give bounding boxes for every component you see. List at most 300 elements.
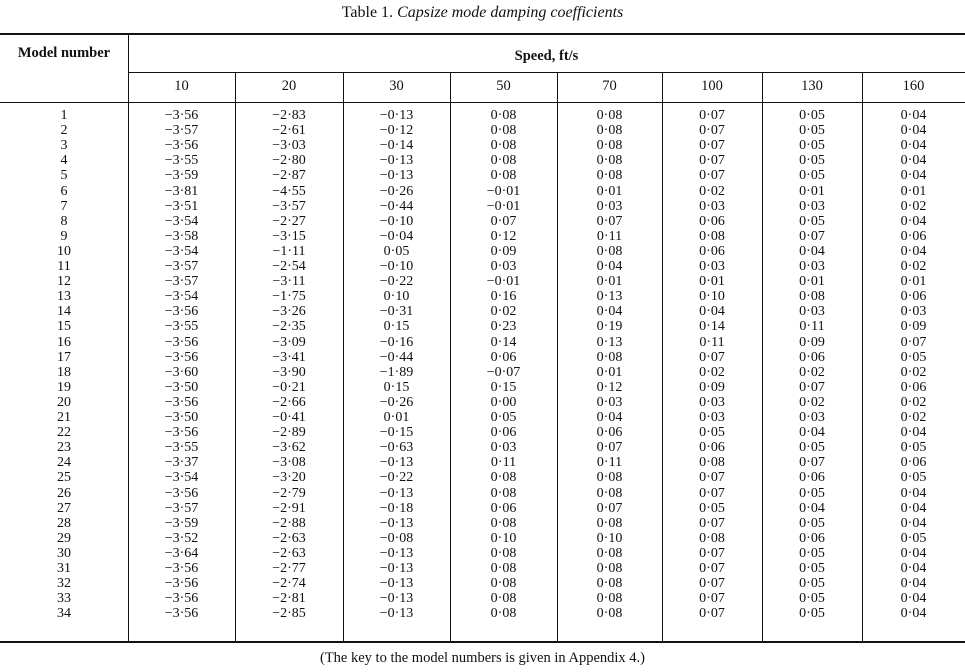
table-row	[0, 455, 965, 470]
coefficient-cell: 0·05	[490, 410, 517, 425]
table-row	[0, 576, 965, 591]
coefficient-cell: 0·16	[490, 289, 517, 305]
table-footnote: (The key to the model numbers is given in Appendix 4.)	[320, 650, 645, 666]
coefficient-cell: −3·57	[164, 274, 199, 290]
coefficient-cell: 0·08	[596, 168, 623, 184]
coefficient-cell: −3·37	[164, 455, 199, 471]
coefficient-cell: −0·01	[486, 183, 521, 199]
coefficient-cell: −3·57	[164, 259, 199, 274]
coefficient-cell: 0·07	[699, 168, 725, 184]
coefficient-cell: −3·57	[164, 123, 199, 139]
coefficient-cell: 0·11	[699, 334, 725, 350]
coefficient-cell: −3·58	[164, 228, 199, 244]
speed-column-header: 70	[602, 78, 617, 94]
coefficient-cell: −3·57	[164, 500, 199, 516]
coefficient-cell: −3·20	[272, 470, 306, 486]
coefficient-cell: −0·13	[379, 153, 414, 169]
coefficient-cell: 0·07	[900, 334, 927, 350]
coefficient-cell: 0·03	[490, 440, 517, 456]
model-number-cell: 8	[60, 213, 68, 229]
coefficient-cell: 0·07	[699, 485, 725, 501]
coefficient-cell: −0·41	[272, 410, 306, 425]
table-row	[0, 289, 965, 304]
coefficient-cell: 0·15	[383, 379, 410, 395]
coefficient-cell: 0·08	[596, 515, 623, 531]
coefficient-cell: −0·44	[379, 349, 414, 365]
coefficient-cell: 0·06	[490, 425, 517, 441]
model-number-cell: 14	[57, 304, 71, 320]
coefficient-cell: 0·07	[699, 108, 725, 123]
speed-column-header: 10	[174, 78, 189, 94]
coefficient-cell: 0·03	[596, 198, 623, 214]
model-number-cell: 23	[57, 440, 71, 456]
coefficient-cell: 0·01	[383, 410, 410, 425]
coefficient-cell: 0·01	[596, 274, 623, 290]
coefficient-cell: 0·07	[699, 123, 725, 139]
model-number-cell: 27	[57, 500, 71, 516]
model-number-cell: 12	[57, 274, 71, 290]
coefficient-cell: 0·04	[900, 576, 927, 592]
coefficient-cell: −3·81	[164, 183, 199, 199]
coefficient-cell: 0·06	[799, 530, 825, 546]
coefficient-cell: 0·06	[799, 349, 825, 365]
coefficient-cell: 0·01	[799, 183, 825, 199]
table-row	[0, 244, 965, 259]
coefficient-cell: 0·08	[490, 153, 517, 169]
coefficient-cell: 0·08	[490, 470, 517, 486]
coefficient-cell: 0·05	[900, 440, 927, 456]
coefficient-cell: 0·03	[799, 304, 825, 320]
coefficient-cell: −0·13	[379, 561, 414, 576]
coefficient-cell: 0·07	[699, 561, 725, 576]
coefficient-cell: 0·08	[699, 228, 725, 244]
coefficient-cell: 0·04	[900, 591, 927, 607]
table-row	[0, 516, 965, 531]
coefficient-cell: −3·52	[164, 530, 199, 546]
coefficient-cell: 0·03	[799, 198, 825, 214]
coefficient-cell: 0·04	[596, 304, 623, 320]
header-rule	[0, 102, 965, 103]
coefficient-cell: 0·06	[900, 228, 927, 244]
coefficient-cell: 0·08	[596, 485, 623, 501]
coefficient-cell: −3·50	[164, 410, 199, 425]
coefficient-cell: 0·08	[596, 123, 623, 139]
coefficient-cell: −3·54	[164, 289, 199, 305]
coefficient-cell: 0·07	[699, 153, 725, 169]
table-row	[0, 470, 965, 485]
coefficient-cell: 0·01	[699, 274, 725, 290]
coefficient-cell: −2·80	[272, 153, 306, 169]
coefficient-cell: −0·18	[379, 500, 414, 516]
coefficient-cell: 0·04	[900, 545, 927, 561]
coefficient-cell: −2·85	[272, 606, 306, 622]
coefficient-cell: −0·13	[379, 168, 414, 184]
model-number-cell: 4	[60, 153, 68, 169]
model-number-cell: 26	[57, 485, 71, 501]
coefficient-cell: 0·07	[699, 515, 725, 531]
coefficient-cell: 0·05	[900, 349, 927, 365]
coefficient-cell: 0·06	[490, 500, 517, 516]
model-number-cell: 33	[57, 591, 71, 607]
coefficient-cell: −3·56	[164, 304, 199, 320]
table-row	[0, 531, 965, 546]
coefficient-cell: 0·13	[596, 289, 623, 305]
coefficient-cell: 0·03	[699, 410, 725, 425]
speed-header-label: Speed, ft/s	[514, 48, 579, 64]
coefficient-cell: 0·03	[799, 410, 825, 425]
coefficient-cell: 0·06	[699, 213, 725, 229]
coefficient-cell: 0·04	[900, 425, 927, 441]
model-number-cell: 13	[57, 289, 71, 305]
model-number-cell: 1	[60, 108, 68, 123]
coefficient-cell: −3·55	[164, 153, 199, 169]
coefficient-cell: 0·06	[596, 425, 623, 441]
coefficient-cell: −2·54	[272, 259, 306, 274]
coefficient-cell: −3·56	[164, 576, 199, 592]
coefficient-cell: 0·08	[490, 485, 517, 501]
coefficient-cell: 0·12	[596, 379, 623, 395]
coefficient-cell: 0·07	[596, 440, 623, 456]
table-row	[0, 365, 965, 380]
coefficient-cell: 0·05	[799, 213, 825, 229]
model-number-cell: 30	[57, 545, 71, 561]
speed-column-header: 30	[389, 78, 404, 94]
coefficient-cell: 0·05	[799, 153, 825, 169]
coefficient-cell: 0·04	[900, 168, 927, 184]
coefficient-cell: 0·09	[699, 379, 725, 395]
coefficient-cell: −2·66	[272, 394, 306, 410]
table-row	[0, 380, 965, 395]
model-number-cell: 31	[57, 561, 71, 576]
coefficient-cell: 0·08	[490, 138, 517, 154]
coefficient-cell: 0·02	[900, 394, 927, 410]
coefficient-cell: 0·07	[699, 138, 725, 154]
coefficient-cell: 0·08	[490, 168, 517, 184]
coefficient-cell: 0·08	[596, 591, 623, 607]
coefficient-cell: 0·04	[900, 485, 927, 501]
coefficient-cell: 0·09	[490, 243, 517, 259]
coefficient-cell: 0·05	[799, 138, 825, 154]
coefficient-cell: 0·08	[490, 576, 517, 592]
coefficient-cell: −3·59	[164, 515, 199, 531]
coefficient-cell: 0·04	[900, 561, 927, 576]
caption-title: Capsize mode damping coefficients	[397, 4, 624, 21]
model-number-cell: 10	[57, 243, 71, 259]
coefficient-cell: −3·56	[164, 138, 199, 154]
coefficient-cell: −2·77	[272, 561, 306, 576]
coefficient-cell: −0·12	[379, 123, 414, 139]
table-row	[0, 350, 965, 365]
coefficient-cell: −0·21	[272, 379, 306, 395]
model-number-cell: 34	[57, 606, 71, 622]
coefficient-cell: 0·02	[799, 394, 825, 410]
coefficient-cell: −3·90	[272, 364, 306, 380]
coefficient-cell: 0·08	[596, 349, 623, 365]
coefficient-cell: 0·04	[900, 515, 927, 531]
coefficient-cell: 0·05	[900, 470, 927, 486]
coefficient-cell: 0·08	[699, 530, 725, 546]
coefficient-cell: 0·02	[900, 410, 927, 425]
model-number-cell: 15	[57, 319, 71, 335]
speed-column-header: 50	[496, 78, 511, 94]
coefficient-cell: −2·61	[272, 123, 306, 139]
coefficient-cell: −0·04	[379, 228, 414, 244]
coefficient-cell: −3·54	[164, 243, 199, 259]
coefficient-cell: 0·11	[596, 228, 623, 244]
table-row	[0, 108, 965, 123]
coefficient-cell: 0·08	[490, 591, 517, 607]
model-number-cell: 25	[57, 470, 71, 486]
coefficient-cell: −0·26	[379, 394, 414, 410]
table-row	[0, 335, 965, 350]
table-row	[0, 184, 965, 199]
coefficient-cell: −3·55	[164, 440, 199, 456]
coefficient-cell: −3·56	[164, 485, 199, 501]
table-row	[0, 274, 965, 289]
coefficient-cell: −2·79	[272, 485, 306, 501]
table-row	[0, 153, 965, 168]
coefficient-cell: −3·03	[272, 138, 306, 154]
coefficient-cell: −3·56	[164, 108, 199, 123]
coefficient-cell: −3·56	[164, 394, 199, 410]
top-rule	[0, 33, 965, 35]
coefficient-cell: 0·10	[490, 530, 517, 546]
coefficient-cell: −3·56	[164, 606, 199, 622]
coefficient-cell: 0·04	[900, 138, 927, 154]
coefficient-cell: 0·08	[490, 545, 517, 561]
table-row	[0, 501, 965, 516]
coefficient-cell: 0·05	[900, 530, 927, 546]
coefficient-cell: −0·14	[379, 138, 414, 154]
coefficient-cell: 0·07	[699, 470, 725, 486]
coefficient-cell: −3·50	[164, 379, 199, 395]
coefficient-cell: −0·10	[379, 213, 414, 229]
coefficient-cell: −0·13	[379, 576, 414, 592]
model-number-cell: 29	[57, 530, 71, 546]
coefficient-cell: 0·06	[900, 455, 927, 471]
coefficient-cell: −0·16	[379, 334, 414, 350]
coefficient-cell: 0·10	[699, 289, 725, 305]
coefficient-cell: 0·08	[490, 606, 517, 622]
coefficient-cell: 0·07	[699, 545, 725, 561]
coefficient-cell: 0·23	[490, 319, 517, 335]
coefficient-cell: −2·89	[272, 425, 306, 441]
coefficient-cell: −3·54	[164, 213, 199, 229]
coefficient-cell: −0·31	[379, 304, 414, 320]
coefficient-cell: 0·03	[900, 304, 927, 320]
table-row	[0, 304, 965, 319]
coefficient-cell: 0·08	[596, 108, 623, 123]
table-row	[0, 168, 965, 183]
coefficient-cell: −2·87	[272, 168, 306, 184]
coefficient-cell: 0·09	[900, 319, 927, 335]
coefficient-cell: 0·06	[699, 440, 725, 456]
table-row	[0, 123, 965, 138]
coefficient-cell: 0·01	[596, 183, 623, 199]
model-number-cell: 5	[60, 168, 68, 184]
coefficient-cell: 0·04	[596, 410, 623, 425]
coefficient-cell: 0·10	[596, 530, 623, 546]
coefficient-cell: 0·07	[699, 606, 725, 622]
coefficient-cell: −3·11	[272, 274, 306, 290]
speed-column-header: 160	[902, 78, 925, 94]
coefficient-cell: 0·06	[900, 289, 927, 305]
coefficient-cell: −3·57	[272, 198, 306, 214]
table-row	[0, 561, 965, 576]
coefficient-cell: 0·03	[699, 394, 725, 410]
coefficient-cell: 0·04	[900, 500, 927, 516]
coefficient-cell: −0·01	[486, 198, 521, 214]
coefficient-cell: −3·09	[272, 334, 306, 350]
coefficient-cell: 0·05	[699, 500, 725, 516]
coefficient-cell: −3·41	[272, 349, 306, 365]
coefficient-cell: −1·89	[379, 364, 414, 380]
coefficient-cell: −3·08	[272, 455, 306, 471]
coefficient-cell: 0·02	[699, 183, 725, 199]
coefficient-cell: 0·02	[900, 198, 927, 214]
table-row	[0, 229, 965, 244]
coefficient-cell: 0·08	[596, 545, 623, 561]
coefficient-cell: −3·56	[164, 591, 199, 607]
table-caption	[0, 3, 965, 23]
coefficient-cell: −0·44	[379, 198, 414, 214]
coefficient-cell: −3·55	[164, 319, 199, 335]
coefficient-cell: −3·64	[164, 545, 199, 561]
table-row	[0, 606, 965, 621]
speed-column-header: 20	[281, 78, 297, 94]
coefficient-cell: 0·02	[900, 364, 927, 380]
coefficient-cell: 0·11	[596, 455, 623, 471]
coefficient-cell: 0·04	[799, 243, 825, 259]
coefficient-cell: −2·83	[272, 108, 306, 123]
coefficient-cell: 0·08	[490, 123, 517, 139]
coefficient-cell: −0·13	[379, 606, 414, 622]
coefficient-cell: 0·05	[799, 485, 825, 501]
coefficient-cell: −0·63	[379, 440, 414, 456]
coefficient-cell: 0·04	[900, 606, 927, 622]
coefficient-cell: 0·08	[799, 289, 825, 305]
coefficient-cell: 0·00	[490, 394, 517, 410]
coefficient-cell: 0·07	[699, 576, 725, 592]
coefficient-cell: 0·06	[799, 470, 825, 486]
coefficient-cell: 0·12	[490, 228, 517, 244]
coefficient-cell: 0·08	[699, 455, 725, 471]
coefficient-cell: 0·01	[799, 274, 825, 290]
table-row	[0, 138, 965, 153]
coefficient-cell: 0·05	[799, 576, 825, 592]
model-number-cell: 19	[57, 379, 71, 395]
coefficient-cell: 0·13	[596, 334, 623, 350]
coefficient-cell: −0·22	[379, 470, 414, 486]
table-row	[0, 395, 965, 410]
coefficient-cell: 0·08	[596, 606, 623, 622]
coefficient-cell: 0·09	[799, 334, 825, 350]
coefficient-cell: −0·01	[486, 274, 521, 290]
coefficient-cell: 0·14	[490, 334, 517, 350]
coefficient-cell: 0·05	[799, 440, 825, 456]
coefficient-cell: −1·11	[272, 243, 306, 259]
coefficient-cell: −2·63	[272, 545, 306, 561]
coefficient-cell: 0·08	[490, 108, 517, 123]
model-number-cell: 9	[60, 228, 68, 244]
coefficient-cell: 0·07	[490, 213, 517, 229]
coefficient-cell: −0·22	[379, 274, 414, 290]
coefficient-cell: 0·05	[699, 425, 725, 441]
coefficient-cell: 0·07	[699, 591, 725, 607]
coefficient-cell: −0·10	[379, 259, 414, 274]
coefficient-cell: −3·56	[164, 425, 199, 441]
coefficient-cell: 0·03	[490, 259, 517, 274]
coefficient-cell: 0·07	[799, 455, 825, 471]
coefficient-cell: 0·08	[596, 138, 623, 154]
coefficient-cell: 0·02	[490, 304, 517, 320]
coefficient-cell: −2·88	[272, 515, 306, 531]
coefficient-cell: 0·04	[900, 213, 927, 229]
coefficient-cell: −3·26	[272, 304, 306, 320]
coefficient-cell: 0·02	[900, 259, 927, 274]
coefficient-cell: −2·74	[272, 576, 306, 592]
table-row	[0, 591, 965, 606]
table-row	[0, 546, 965, 561]
model-number-cell: 11	[57, 259, 71, 274]
coefficient-cell: 0·03	[596, 394, 623, 410]
coefficient-cell: 0·02	[799, 364, 825, 380]
coefficient-cell: 0·07	[596, 500, 623, 516]
coefficient-cell: 0·03	[699, 198, 725, 214]
coefficient-cell: 0·03	[799, 259, 825, 274]
coefficient-cell: 0·01	[900, 183, 927, 199]
model-number-cell: 2	[60, 123, 68, 139]
coefficient-cell: −2·35	[272, 319, 306, 335]
speed-rule	[128, 72, 965, 73]
coefficient-cell: 0·04	[900, 153, 927, 169]
model-number-cell: 24	[57, 455, 71, 471]
coefficient-cell: 0·07	[699, 349, 725, 365]
coefficient-cell: 0·06	[699, 243, 725, 259]
speed-column-header: 130	[801, 78, 823, 94]
coefficient-cell: 0·03	[699, 259, 725, 274]
coefficient-cell: 0·05	[799, 545, 825, 561]
coefficient-cell: −2·91	[272, 500, 306, 516]
table-row	[0, 199, 965, 214]
model-number-cell: 3	[60, 138, 68, 154]
model-number-cell: 20	[57, 394, 71, 410]
model-number-cell: 16	[57, 334, 71, 350]
coefficient-cell: 0·11	[799, 319, 825, 335]
coefficient-cell: 0·01	[900, 274, 927, 290]
coefficient-cell: 0·19	[596, 319, 623, 335]
coefficient-cell: −3·56	[164, 561, 199, 576]
coefficient-cell: 0·08	[490, 561, 517, 576]
coefficient-cell: 0·04	[900, 123, 927, 139]
coefficient-cell: 0·07	[799, 379, 825, 395]
model-number-cell: 17	[57, 349, 71, 365]
coefficient-cell: 0·04	[799, 500, 825, 516]
coefficient-cell: 0·02	[699, 364, 725, 380]
coefficient-cell: −0·07	[486, 364, 521, 380]
coefficient-cell: −0·13	[379, 485, 414, 501]
table-row	[0, 319, 965, 334]
coefficient-cell: 0·05	[383, 243, 410, 259]
coefficient-cell: −0·13	[379, 591, 414, 607]
coefficient-cell: 0·08	[596, 243, 623, 259]
coefficient-cell: 0·05	[799, 108, 825, 123]
model-number-cell: 6	[60, 183, 68, 199]
coefficient-cell: 0·11	[490, 455, 517, 471]
model-number-cell: 18	[57, 364, 71, 380]
table-row	[0, 259, 965, 274]
coefficient-cell: −3·60	[164, 364, 199, 380]
